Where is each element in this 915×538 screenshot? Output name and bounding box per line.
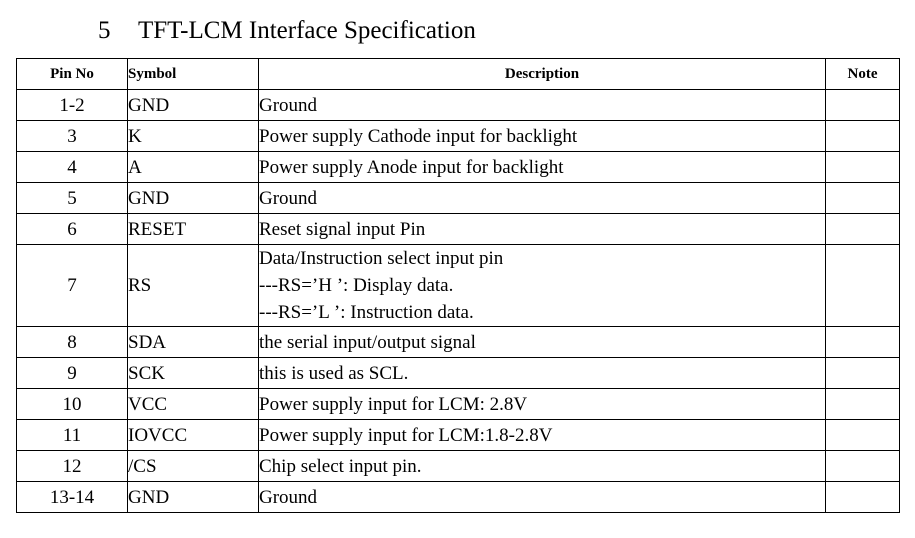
description-line: Ground [259,486,318,508]
pin-cell: 13-14 [17,482,128,513]
description-cell [259,214,826,245]
symbol-cell: IOVCC [128,420,259,451]
pin-cell: 7 [17,245,128,327]
note-cell [826,183,900,214]
description-line: Power supply Anode input for backlight [259,156,564,178]
description-line: Data/Instruction select input pin [259,248,504,269]
table-row [17,183,900,214]
description-cell [259,451,826,482]
header-note: Note [826,59,900,90]
table-row [17,214,900,245]
symbol-cell: A [128,152,259,183]
note-cell [826,90,900,121]
note-cell [826,451,900,482]
pin-cell: 10 [17,389,128,420]
table-row [17,121,900,152]
table-row [17,420,900,451]
description-cell [259,245,826,327]
interface-spec-table [16,58,900,513]
pin-cell: 4 [17,152,128,183]
note-cell [826,358,900,389]
symbol-cell: RESET [128,214,259,245]
description-cell [259,152,826,183]
pin-cell: 9 [17,358,128,389]
symbol-cell: /CS [128,451,259,482]
header-pin-no: Pin No [17,59,128,90]
table-row [17,90,900,121]
pin-cell: 8 [17,327,128,358]
header-symbol: Symbol [128,59,259,90]
symbol-cell: GND [128,183,259,214]
note-cell [826,327,900,358]
description-line: Ground [259,187,318,209]
description-cell [259,482,826,513]
description-line: the serial input/output signal [259,331,476,353]
table-row [17,482,900,513]
description-line: Reset signal input Pin [259,218,426,240]
table-row [17,451,900,482]
description-line: Power supply Cathode input for backlight [259,125,578,147]
description-cell [259,90,826,121]
description-line: Power supply input for LCM: 2.8V [259,393,528,415]
note-cell [826,245,900,327]
description-line: ---RS=’L ’: Instruction data. [259,302,474,323]
note-cell [826,420,900,451]
symbol-cell: GND [128,482,259,513]
table-row [17,358,900,389]
description-line: this is used as SCL. [259,362,409,384]
table-row [17,245,900,327]
note-cell [826,152,900,183]
description-line: Power supply input for LCM:1.8-2.8V [259,424,553,446]
table-row [17,327,900,358]
symbol-cell: RS [128,245,259,327]
pin-cell: 1-2 [17,90,128,121]
symbol-cell: VCC [128,389,259,420]
pin-cell: 6 [17,214,128,245]
pin-cell: 12 [17,451,128,482]
symbol-cell: SDA [128,327,259,358]
pin-cell: 3 [17,121,128,152]
pin-cell: 11 [17,420,128,451]
description-cell [259,389,826,420]
description-cell [259,183,826,214]
note-cell [826,121,900,152]
note-cell [826,214,900,245]
note-cell [826,482,900,513]
header-description: Description [259,59,826,90]
symbol-cell: K [128,121,259,152]
section-heading [98,14,476,48]
symbol-cell: SCK [128,358,259,389]
description-cell [259,121,826,152]
description-cell [259,420,826,451]
table-row [17,152,900,183]
symbol-cell: GND [128,90,259,121]
description-line: Chip select input pin. [259,455,422,477]
section-number: 5 [98,17,111,44]
note-cell [826,389,900,420]
description-cell [259,358,826,389]
table-header-row [17,59,900,90]
description-line: Ground [259,94,318,116]
table-row [17,389,900,420]
pin-cell: 5 [17,183,128,214]
section-title: TFT-LCM Interface Specification [138,17,476,44]
description-cell [259,327,826,358]
description-line: ---RS=’H ’: Display data. [259,275,454,296]
